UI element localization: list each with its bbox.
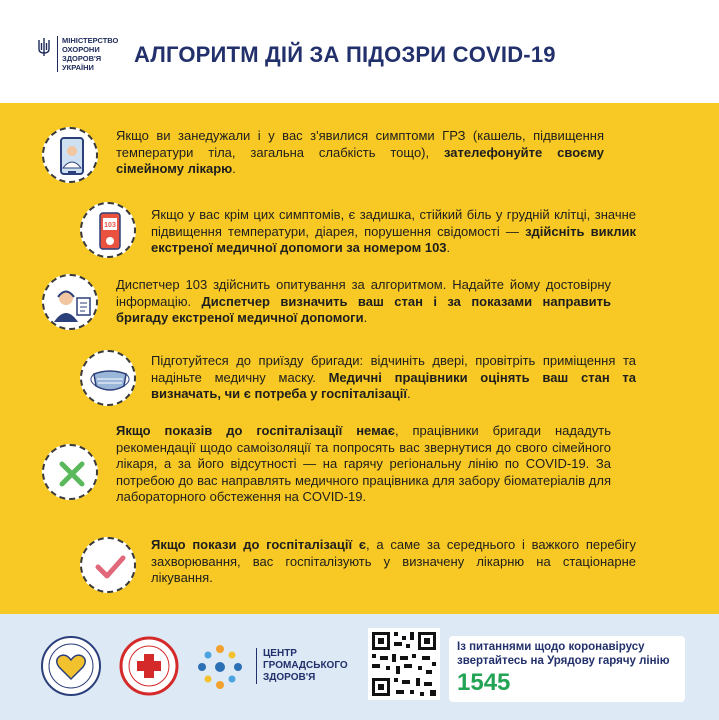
public-health-center-logo xyxy=(195,642,245,692)
step-2-icon-circle xyxy=(80,202,136,258)
qr-code-icon[interactable] xyxy=(368,628,440,700)
step-4-text xyxy=(151,353,636,403)
step-3-text xyxy=(116,277,611,327)
ministry-line: УКРАЇНИ xyxy=(62,63,94,72)
dispatcher-icon xyxy=(44,276,98,330)
step-6-text xyxy=(151,537,636,587)
check-mark-icon xyxy=(82,539,136,593)
trident-icon xyxy=(37,37,51,57)
step-bold-lead: Якщо покази до госпіталізації є xyxy=(151,537,367,552)
step-tail: . xyxy=(407,386,411,401)
hotline-text: Із питаннями щодо коронавірусу звертайтесь на Урядову гарячу лінію xyxy=(457,641,670,667)
step-text: , працівники бригади нададуть рекомендації щодо самоізоляції та попросять вас звернутися до свого сімейного лікаря, а за його відсутності — на гарячу регіональну лінію по COVID-19. За потребою до вас направлять медичного працівника для забору біоматеріалів для лабораторного обстеження на COVID-19. xyxy=(116,423,611,504)
ministry-name xyxy=(57,36,124,72)
step-1-icon-circle xyxy=(42,127,98,183)
step-tail: . xyxy=(363,310,368,325)
medical-mask-icon xyxy=(82,352,136,406)
step-bold-text: Диспетчер визначить ваш стан і за показами направить бригаду екстреної медичної допомоги xyxy=(116,293,611,325)
hotline-number[interactable]: 1545 xyxy=(457,669,511,696)
step-bold-text: здійсніть виклик екстреної медичної допомоги за номером 103 xyxy=(151,223,637,255)
step-bold-text: зателефонуйте своєму сімейному лікарю xyxy=(116,144,604,176)
svg-text:103: 103 xyxy=(104,222,116,229)
ministry-line: ОХОРОНИ xyxy=(62,45,100,54)
step-2-text xyxy=(151,207,636,257)
page-title: АЛГОРИТМ ДІЙ ЗА ПІДОЗРИ COVID-19 xyxy=(134,42,556,67)
header xyxy=(0,0,719,103)
step-text: Якщо у вас крім цих симптомів, є задишка, стійкий біль у грудній клітці, значне підвищення температури, діарея, порушення свідомості — xyxy=(151,207,636,239)
step-tail: . xyxy=(446,240,451,255)
step-4-icon-circle xyxy=(80,350,136,406)
ministry-line: ЗДОРОВ'Я xyxy=(62,54,102,63)
step-text: , а саме за середнього і важкого перебігу захворювання, вас госпіталізують у визначену лікарню на стаціонарне лікування. xyxy=(151,537,636,585)
ministry-line: МІНІСТЕРСТВО xyxy=(62,36,119,45)
step-text: Підготуйтеся до приїзду бригади: відчиніть двері, провітріть приміщення та надіньте медичну маску. xyxy=(151,353,636,385)
step-5-text xyxy=(116,423,611,506)
step-5-icon-circle xyxy=(42,444,98,500)
step-text: Якщо ви занедужали і у вас з'явилися симптоми ГРЗ (кашель, підвищення температури тіла, загальна слабкість тощо), xyxy=(116,128,604,160)
step-text: Диспетчер 103 здійснить опитування за алгоритмом. Надайте йому достовірну інформацію. xyxy=(116,277,611,309)
step-1-text xyxy=(116,128,604,178)
red-cross-logo xyxy=(119,636,179,696)
phone-103-icon xyxy=(82,204,136,258)
cross-mark-icon xyxy=(44,446,98,500)
step-3-icon-circle xyxy=(42,274,98,330)
doctor-phone-icon xyxy=(44,129,98,183)
step-bold-lead: Якщо показів до госпіталізації немає xyxy=(116,423,395,438)
step-6-icon-circle xyxy=(80,537,136,593)
step-bold-text: Медичні працівники оцінять ваш стан та визначать, чи є потреба у госпіталізації xyxy=(151,369,637,401)
public-health-center-name: ЦЕНТР ГРОМАДСЬКОГО ЗДОРОВ'Я xyxy=(256,648,373,684)
heart-logo xyxy=(40,635,102,697)
step-tail: . xyxy=(232,161,236,176)
